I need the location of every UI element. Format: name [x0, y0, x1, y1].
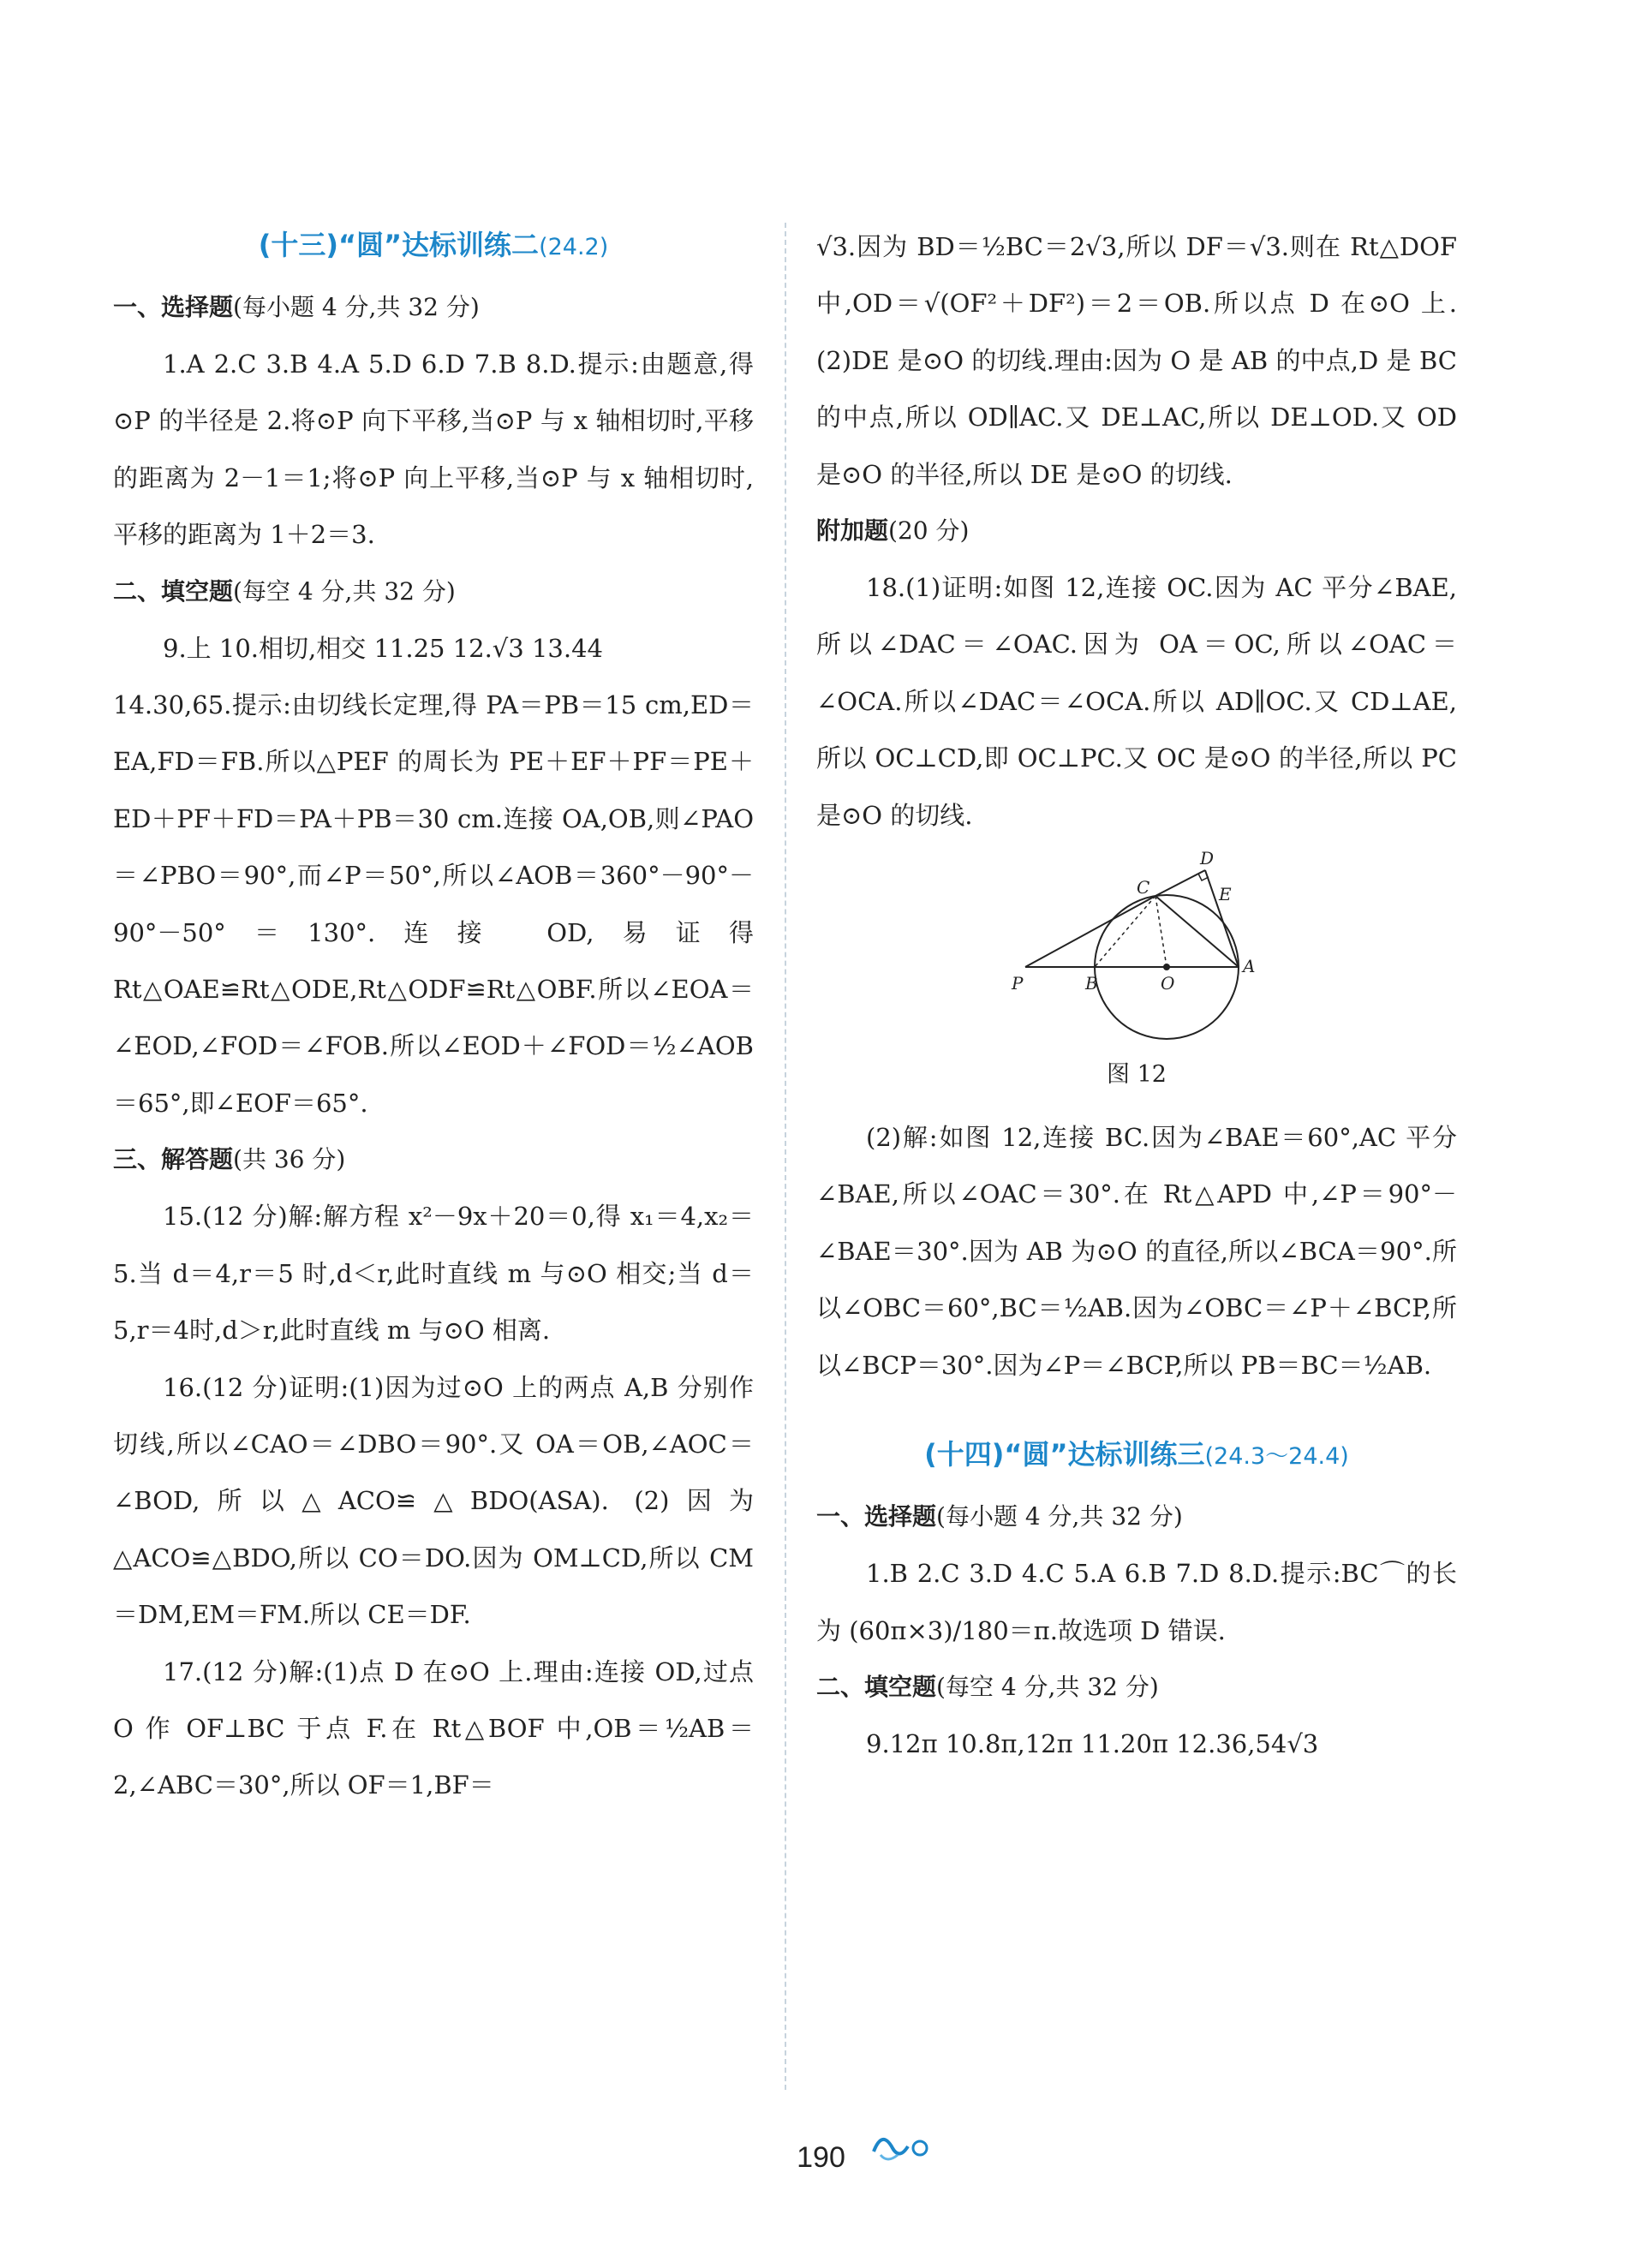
answer-18-part1: 18.(1)证明:如图 12,连接 OC.因为 AC 平分∠BAE,所以∠DAC＝∠OAC.因为 OA＝OC,所以∠OAC＝∠OCA.所以∠DAC＝∠OCA.所以 AD∥OC.又 CD⊥AE,所以 OC⊥CD,即 OC⊥PC.又 OC 是⊙O 的半径,所以 PC 是⊙O 的切线.: [816, 573, 1457, 830]
label-a: A: [1243, 956, 1256, 977]
heading-bonus-text: 附加题: [816, 516, 889, 546]
answer-16: 16.(12 分)证明:(1)因为过⊙O 上的两点 A,B 分别作切线,所以∠CAO＝∠DBO＝90°.又 OA＝OB,∠AOC＝∠BOD,所以△ACO≌△BDO(ASA). (2)因为△ACO≌△BDO,所以 CO＝DO.因为 OM⊥CD,所以 CM＝DM,EM＝FM.所以 CE＝DF.: [113, 1372, 754, 1630]
section-title-14: [816, 1428, 1457, 1483]
center-dot: [1163, 964, 1170, 970]
heading-fill-14: [816, 1659, 1457, 1716]
answers-choice-13: 1.A 2.C 3.B 4.A 5.D 6.D 7.B 8.D.提示:由题意,得⊙P 的半径是 2.将⊙P 向下平移,当⊙P 与 x 轴相切时,平移的距离为 2－1＝1;将⊙P 向上平移,当⊙P 与 x 轴相切时,平移的距离为 1＋2＝3.: [113, 349, 754, 550]
circle-tangent-diagram: [1008, 849, 1265, 1046]
answer-18-part2: (2)解:如图 12,连接 BC.因为∠BAE＝60°,AC 平分∠BAE,所以∠OAC＝30°.在 Rt△APD 中,∠P＝90°－∠BAE＝30°.因为 AB 为⊙O 的直径,所以∠BCA＝90°.所以∠OBC＝60°,BC＝½AB.因为∠OBC＝∠P＋∠BCP,所以∠BCP＝30°.因为∠P＝∠BCP,所以 PB＝BC＝½AB.: [816, 1123, 1457, 1380]
answer-17-continued: √3.因为 BD＝½BC＝2√3,所以 DF＝√3.则在 Rt△DOF 中,OD＝√(OF²＋DF²)＝2＝OB.所以点 D 在⊙O 上. (2)DE 是⊙O 的切线.理由:因为 O 是 AB 的中点,D 是 BC 的中点,所以 OD∥AC.又 DE⊥AC,所以 DE⊥OD.又 OD 是⊙O 的半径,所以 DE 是⊙O 的切线.: [816, 232, 1457, 489]
heading-choice-13-text: 一、选择题: [113, 293, 234, 321]
heading-bonus-note: (20 分): [888, 516, 970, 546]
answers-choice-14: 1.B 2.C 3.D 4.C 5.A 6.B 7.D 8.D.提示:BC⌒的长为 (60π×3)/180＝π.故选项 D 错误.: [816, 1559, 1457, 1645]
heading-fill-13-note: (每空 4 分,共 32 分): [233, 576, 456, 606]
section-title-13: [113, 218, 754, 274]
label-c: C: [1137, 877, 1150, 898]
answers-fill-14: 9.12π 10.8π,12π 11.20π 12.36,54√3: [866, 1728, 1319, 1758]
column-divider: [785, 223, 786, 2090]
heading-fill-13: [113, 564, 754, 620]
heading-solve-13-note: (共 36 分): [233, 1145, 346, 1174]
label-p: P: [1012, 973, 1024, 994]
section-title-13-sub: (24.2): [539, 234, 609, 260]
section-title-14-text: (十四)“圆”达标训练三: [924, 1438, 1205, 1471]
answer-15: 15.(12 分)解:解方程 x²－9x＋20＝0,得 x₁＝4,x₂＝5.当 d＝4,r＝5 时,d＜r,此时直线 m 与⊙O 相交;当 d＝5,r＝4时,d＞r,此时直线 m 与⊙O 相离.: [113, 1202, 754, 1346]
label-o: O: [1161, 973, 1175, 994]
answers-fill-13: 9.上 10.相切,相交 11.25 12.√3 13.44: [163, 633, 603, 663]
heading-fill-13-text: 二、填空题: [113, 576, 234, 606]
figure-12: [816, 849, 1457, 1101]
heading-choice-14-note: (每小题 4 分,共 32 分): [936, 1502, 1183, 1531]
heading-bonus: [816, 503, 1457, 559]
section-title-14-sub: (24.3～24.4): [1204, 1443, 1349, 1471]
line-cd: [1155, 870, 1205, 896]
left-column: [113, 218, 754, 1814]
figure-caption: 图 12: [1107, 1061, 1167, 1089]
right-column: [816, 218, 1457, 1772]
heading-choice-14-text: 一、选择题: [816, 1502, 937, 1531]
answer-17: 17.(12 分)解:(1)点 D 在⊙O 上.理由:连接 OD,过点 O 作 OF⊥BC 于点 F.在 Rt△BOF 中,OB＝½AB＝2,∠ABC＝30°,所以 OF＝1,BF＝: [113, 1656, 754, 1800]
answer-14: 14.30,65.提示:由切线长定理,得 PA＝PB＝15 cm,ED＝EA,FD＝FB.所以△PEF 的周长为 PE＋EF＋PF＝PE＋ED＋PF＋FD＝PA＋PB＝30 cm.连接 OA,OB,则∠PAO＝∠PBO＝90°,而∠P＝50°,所以∠AOB＝360°－90°－90°－50°＝130°.连接 OD,易证得 Rt△OAE≌Rt△ODE,Rt△ODF≌Rt△OBF.所以∠EOA＝∠EOD,∠FOD＝∠FOB.所以∠EOD＋∠FOD＝½∠AOB＝65°,即∠EOF＝65°.: [113, 690, 754, 1118]
page-number: 190: [797, 2141, 845, 2174]
label-b: B: [1085, 973, 1098, 994]
heading-choice-13: [113, 279, 754, 336]
heading-fill-14-note: (每空 4 分,共 32 分): [936, 1672, 1159, 1701]
section-title-13-text: (十三)“圆”达标训练二: [258, 229, 540, 261]
heading-choice-13-note: (每小题 4 分,共 32 分): [233, 293, 480, 321]
heading-choice-14: [816, 1489, 1457, 1545]
decorative-swirl-icon: [865, 2126, 934, 2164]
heading-solve-13-text: 三、解答题: [113, 1145, 234, 1174]
label-e: E: [1219, 884, 1232, 905]
heading-fill-14-text: 二、填空题: [816, 1672, 937, 1701]
line-oc: [1155, 896, 1167, 967]
heading-solve-13: [113, 1131, 754, 1188]
line-pc: [1025, 896, 1155, 967]
label-d: D: [1200, 849, 1215, 869]
